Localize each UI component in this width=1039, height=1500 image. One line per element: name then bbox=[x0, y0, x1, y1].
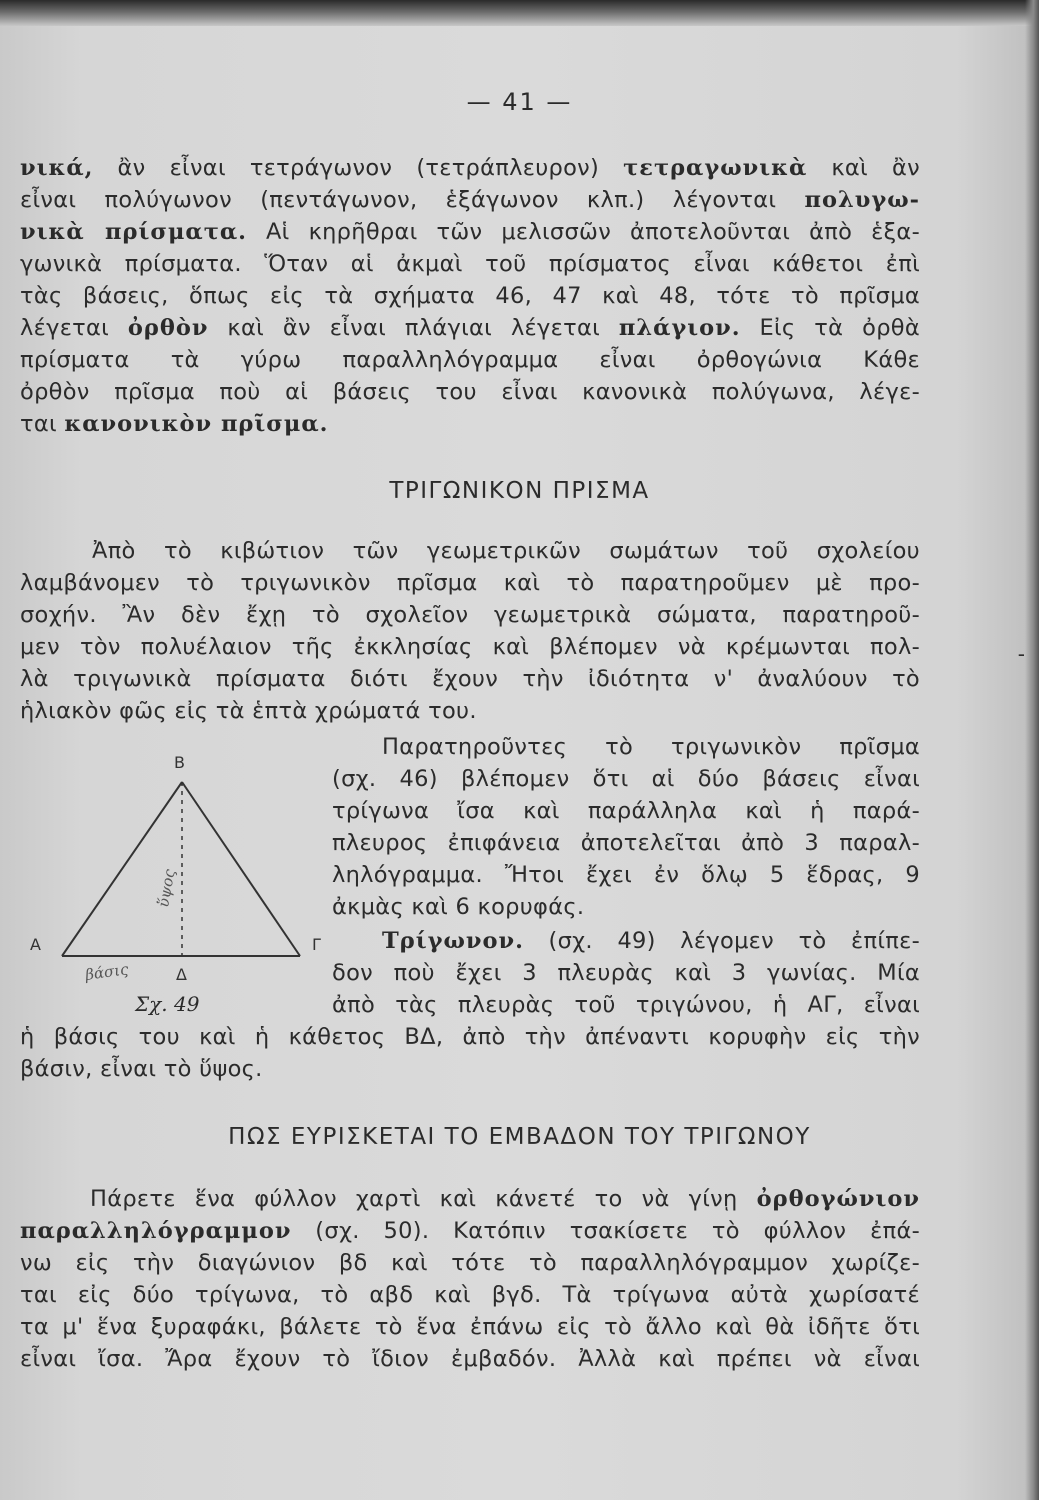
margin-mark: - bbox=[1017, 642, 1025, 666]
label-A: Α bbox=[30, 935, 41, 954]
figure-caption: Σχ. 49 bbox=[135, 992, 200, 1016]
label-D: Δ bbox=[176, 965, 187, 984]
para2-line-4: μεν τὸν πολυέλαιον τῆς ἐκκλησίας καὶ βλέπομεν νὰ κρέμωνται πολ- bbox=[20, 634, 920, 660]
para1-line-1: νικά, ἂν εἶναι τετράγωνον (τετράπλευρον) τετραγωνικὰ καὶ ἂν bbox=[20, 155, 920, 181]
para2-line-1: Ἀπὸ τὸ κιβώτιον τῶν γεωμετρικῶν σωμάτων τοῦ σχολείου bbox=[92, 538, 920, 564]
para4-line-5: βάσιν, εἶναι τὸ ὕψος. bbox=[20, 1056, 263, 1082]
para3-line-6: ἀκμὰς καὶ 6 κορυφάς. bbox=[332, 894, 585, 920]
para1-line-6: λέγεται ὀρθὸν καὶ ἂν εἶναι πλάγιαι λέγεται πλάγιον. Εἰς τὰ ὀρθὰ bbox=[20, 315, 920, 341]
para3-line-4: πλευρος ἐπιφάνεια ἀποτελεῖται ἀπὸ 3 παραλ- bbox=[332, 830, 920, 856]
para1-line-5: τὰς βάσεις, ὅπως εἰς τὰ σχήματα 46, 47 καὶ 48, τότε τὸ πρῖσμα bbox=[20, 283, 920, 309]
para1-line-9: ται κανονικὸν πρῖσμα. bbox=[20, 411, 329, 437]
para2-line-2: λαμβάνομεν τὸ τριγωνικὸν πρῖσμα καὶ τὸ παρατηροῦμεν μὲ προ- bbox=[20, 570, 920, 596]
para5-line-3: νω εἰς τὴν διαγώνιον βδ καὶ τότε τὸ παραλληλόγραμμον χωρίζε- bbox=[20, 1250, 920, 1276]
triangle-diagram bbox=[22, 748, 342, 998]
scan-top-border bbox=[0, 0, 1039, 26]
para1-line-7: πρίσματα τὰ γύρω παραλληλόγραμμα εἶναι ὀρθογώνια Κάθε bbox=[20, 347, 920, 373]
section-heading-triangular-prism: ΤΡΙΓΩΝΙΚΟΝ ΠΡΙΣΜΑ bbox=[389, 478, 650, 504]
para5-line-5: τα μ' ἕνα ξυραφάκι, βάλετε τὸ ἕνα ἐπάνω εἰς τὸ ἄλλο καὶ θὰ ἰδῆτε ὅτι bbox=[20, 1314, 920, 1340]
para1-line-3: νικὰ πρίσματα. Αἱ κηρῆθραι τῶν μελισσῶν ἀποτελοῦνται ἀπὸ ἑξα- bbox=[20, 219, 920, 245]
para3-line-5: ληλόγραμμα. Ἤτοι ἔχει ἐν ὅλῳ 5 ἕδρας, 9 bbox=[332, 862, 920, 888]
scan-right-border bbox=[1025, 0, 1039, 1500]
para4-line-4: ἡ βάσις του καὶ ἡ κάθετος ΒΔ, ἀπὸ τὴν ἀπέναντι κορυφὴν εἰς τὴν bbox=[20, 1024, 920, 1050]
para4-line-3: ἀπὸ τὰς πλευρὰς τοῦ τριγώνου, ἡ ΑΓ, εἶναι bbox=[332, 992, 920, 1018]
para5-line-2: παραλληλόγραμμον (σχ. 50). Κατόπιν τσακίσετε τὸ φύλλον ἐπά- bbox=[20, 1218, 920, 1244]
label-base: βάσις bbox=[84, 960, 130, 984]
para4-line-2: δον ποὺ ἔχει 3 πλευρὰς καὶ 3 γωνίας. Μία bbox=[332, 960, 920, 986]
para3-line-3: τρίγωνα ἴσα καὶ παράλληλα καὶ ἡ παρά- bbox=[332, 798, 920, 824]
para1-line-8: ὀρθὸν πρῖσμα ποὺ αἱ βάσεις του εἶναι κανονικὰ πολύγωνα, λέγε- bbox=[20, 379, 920, 405]
para5-line-1: Πάρετε ἕνα φύλλον χαρτὶ καὶ κάνετέ το νὰ γίνῃ ὀρθογώνιον bbox=[90, 1186, 920, 1212]
para2-line-5: λὰ τριγωνικὰ πρίσματα διότι ἔχουν τὴν ἰδιότητα ν' ἀναλύουν τὸ bbox=[20, 666, 920, 692]
para1-line-2: εἶναι πολύγωνον (πεντάγωνον, ἑξάγωνον κλπ.) λέγονται πολυγω- bbox=[20, 187, 920, 213]
para3-line-2: (σχ. 46) βλέπομεν ὅτι αἱ δύο βάσεις εἶναι bbox=[332, 766, 920, 792]
side-BG bbox=[182, 782, 300, 956]
para5-line-4: ται εἰς δύο τρίγωνα, τὸ αβδ καὶ βγδ. Τὰ τρίγωνα αὐτὰ χωρίσατέ bbox=[20, 1282, 920, 1308]
para5-line-6: εἶναι ἴσα. Ἄρα ἔχουν τὸ ἴδιον ἐμβαδόν. Ἀλλὰ καὶ πρέπει νὰ εἶναι bbox=[20, 1346, 920, 1372]
para2-line-6: ἡλιακὸν φῶς εἰς τὰ ἑπτὰ χρώματά του. bbox=[20, 698, 477, 724]
para4-line-1: Τρίγωνον. (σχ. 49) λέγομεν τὸ ἐπίπε- bbox=[382, 928, 920, 954]
label-height: ὕψος bbox=[154, 867, 179, 909]
para2-line-3: σοχήν. Ἂν δὲν ἔχῃ τὸ σχολεῖον γεωμετρικὰ σώματα, παρατηροῦ- bbox=[20, 602, 920, 628]
para1-line-4: γωνικὰ πρίσματα. Ὅταν αἱ ἀκμαὶ τοῦ πρίσματος εἶναι κάθετοι ἐπὶ bbox=[20, 251, 920, 277]
label-G: Γ bbox=[312, 935, 321, 954]
para3-line-1: Παρατηροῦντες τὸ τριγωνικὸν πρῖσμα bbox=[382, 734, 920, 760]
page-number: — 41 — bbox=[466, 88, 573, 116]
section-heading-triangle-area: ΠΩΣ ΕΥΡΙΣΚΕΤΑΙ ΤΟ ΕΜΒΑΔΟΝ ΤΟΥ ΤΡΙΓΩΝΟΥ bbox=[228, 1124, 811, 1150]
figure-49-triangle bbox=[22, 748, 342, 1018]
label-B: Β bbox=[174, 753, 185, 772]
